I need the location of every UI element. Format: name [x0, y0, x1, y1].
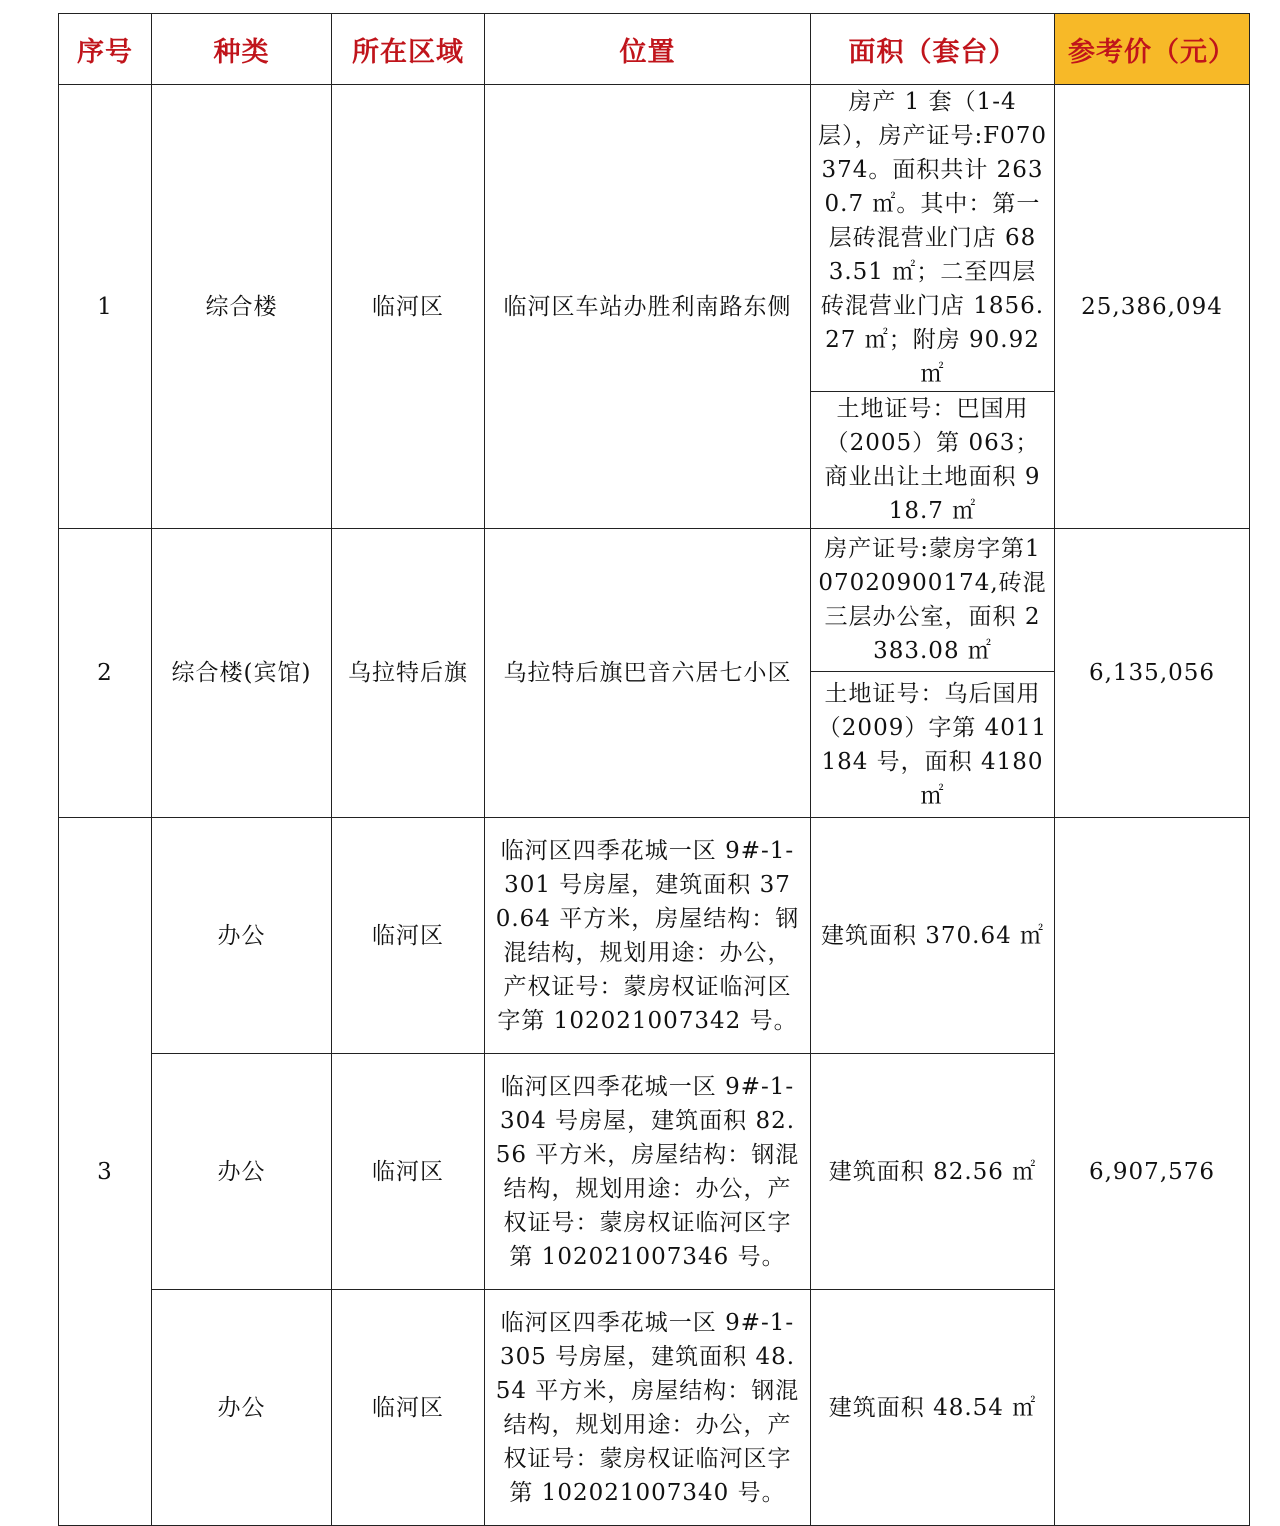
row-area-property: 房产证号:蒙房字第107020900174,砖混三层办公室，面积 2383.08 ㎡	[811, 529, 1055, 672]
row-location: 临河区车站办胜利南路东侧	[485, 85, 811, 529]
row-type: 办公	[152, 818, 332, 1054]
header-no: 序号	[59, 14, 152, 85]
row-location: 临河区四季花城一区 9#-1-304 号房屋，建筑面积 82.56 平方米，房屋结构：钢混结构，规划用途：办公，产权证号：蒙房权证临河区字第 102021007346 号。	[485, 1054, 811, 1290]
row-location: 临河区四季花城一区 9#-1-305 号房屋，建筑面积 48.54 平方米，房屋结构：钢混结构，规划用途：办公，产权证号：蒙房权证临河区字第 102021007340 号。	[485, 1290, 811, 1526]
header-price: 参考价（元）	[1055, 14, 1250, 85]
table-row	[59, 818, 1250, 1054]
row-no: 3	[59, 818, 152, 1526]
row-region: 临河区	[332, 85, 485, 529]
property-table	[58, 13, 1250, 1526]
row-no: 2	[59, 529, 152, 818]
row-location: 临河区四季花城一区 9#-1-301 号房屋，建筑面积 370.64 平方米，房屋结构：钢混结构，规划用途：办公，产权证号：蒙房权证临河区字第 102021007342 号。	[485, 818, 811, 1054]
row-type: 办公	[152, 1290, 332, 1526]
row-area: 建筑面积 48.54 ㎡	[811, 1290, 1055, 1526]
table-row	[59, 529, 1250, 672]
row-price: 6,907,576	[1055, 818, 1250, 1526]
row-region: 临河区	[332, 818, 485, 1054]
row-type: 办公	[152, 1054, 332, 1290]
table-row	[59, 85, 1250, 392]
header-area: 面积（套台）	[811, 14, 1055, 85]
header-type: 种类	[152, 14, 332, 85]
row-area-land: 土地证号：乌后国用（2009）字第 4011184 号，面积 4180 ㎡	[811, 672, 1055, 818]
header-region: 所在区域	[332, 14, 485, 85]
header-location: 位置	[485, 14, 811, 85]
row-type: 综合楼	[152, 85, 332, 529]
row-area: 建筑面积 370.64 ㎡	[811, 818, 1055, 1054]
row-region: 临河区	[332, 1054, 485, 1290]
row-region: 临河区	[332, 1290, 485, 1526]
row-price: 25,386,094	[1055, 85, 1250, 529]
header-row	[59, 14, 1250, 85]
row-region: 乌拉特后旗	[332, 529, 485, 818]
row-price: 6,135,056	[1055, 529, 1250, 818]
row-type: 综合楼(宾馆)	[152, 529, 332, 818]
row-area-property: 房产 1 套（1-4 层），房产证号:F070374。面积共计 2630.7 ㎡。其中：第一层砖混营业门店 683.51 ㎡；二至四层砖混营业门店 1856.27 ㎡；附房 90.92 ㎡	[811, 85, 1055, 392]
row-no: 1	[59, 85, 152, 529]
row-area-land: 土地证号：巴国用（2005）第 063；商业出让土地面积 918.7 ㎡	[811, 392, 1055, 529]
row-area: 建筑面积 82.56 ㎡	[811, 1054, 1055, 1290]
row-location: 乌拉特后旗巴音六居七小区	[485, 529, 811, 818]
